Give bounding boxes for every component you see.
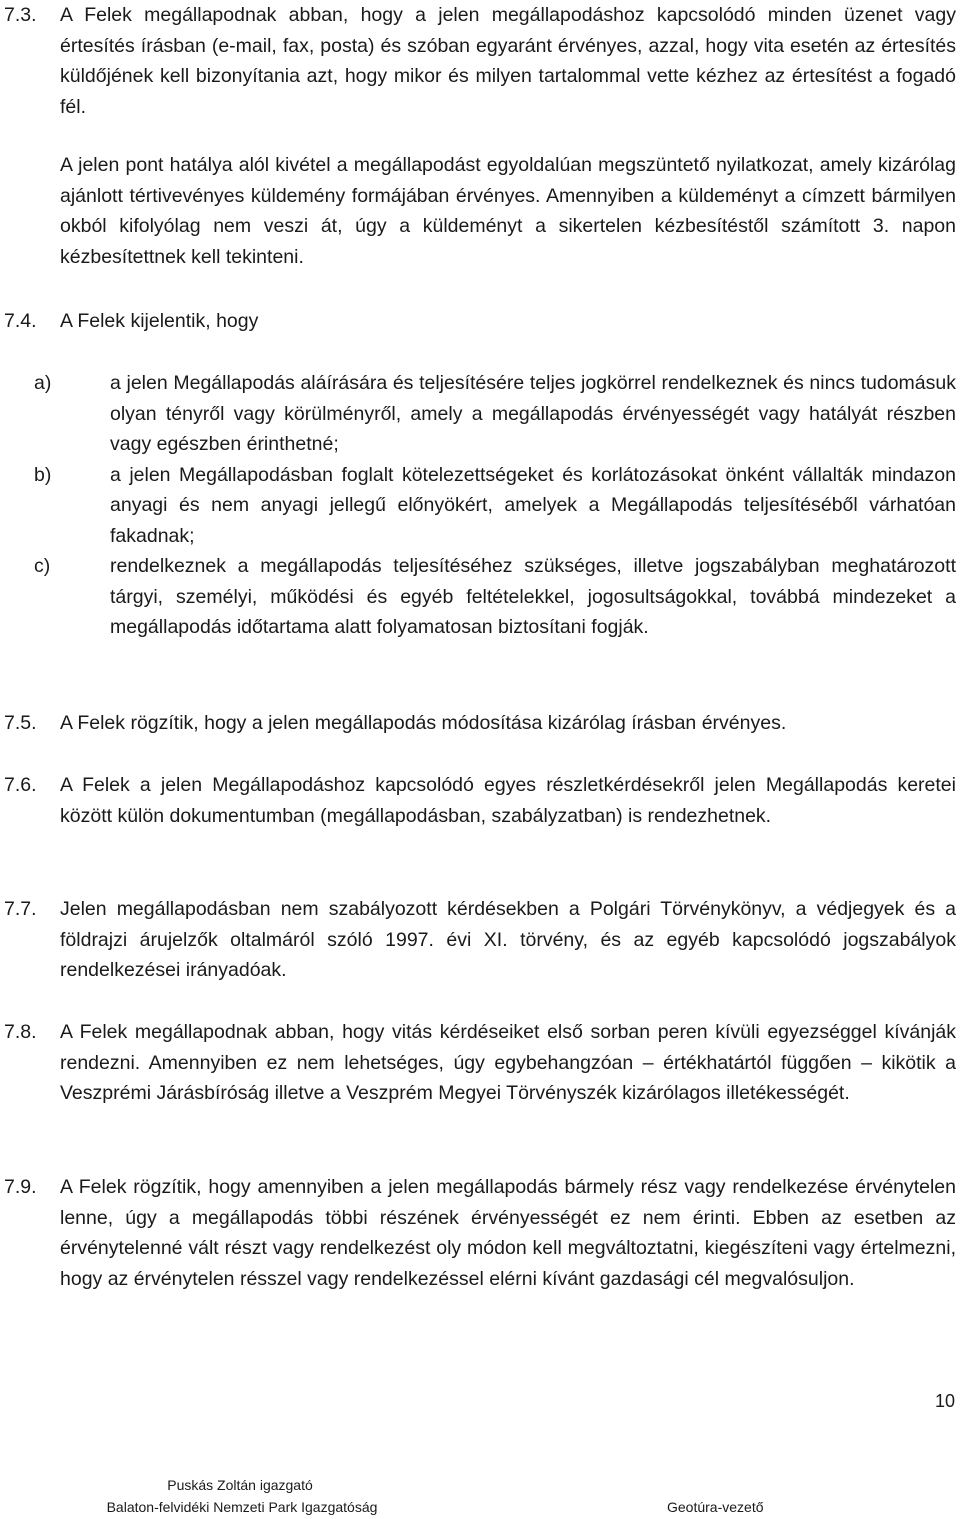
footer-role: Geotúra-vezető: [667, 1499, 764, 1515]
section-text: A Felek megállapodnak abban, hogy vitás kérdéseiket első sorban peren kívüli egyezséggel kívánják rendezni. Amennyiben ez nem lehetséges, úgy egybehangzóan – értékhatártól függően – kikötik a Veszprémi Járásbíróság illetve a Veszprém Megyei Törvényszék kizárólagos illetékességét.: [60, 1021, 956, 1104]
footer-organization: Balaton-felvidéki Nemzeti Park Igazgatóság: [106, 1499, 378, 1515]
list-item: [34, 368, 956, 460]
section-number: 7.9.: [4, 1176, 37, 1198]
footer-signatory-name: Puskás Zoltán igazgató: [167, 1477, 313, 1493]
section-number: 7.5.: [4, 712, 37, 734]
section-number: 7.6.: [4, 774, 37, 796]
page-number: 10: [934, 1391, 955, 1411]
section-text: A Felek kijelentik, hogy: [60, 310, 259, 332]
section-number: 7.4.: [4, 310, 37, 332]
section-7-4: [4, 306, 956, 337]
section-text: Jelen megállapodásban nem szabályozott kérdésekben a Polgári Törvénykönyv, a védjegyek és a földrajzi árujelzők oltalmáról szóló 1997. évi XI. törvény, és az egyéb kapcsolódó jogszabályok rendelkezései irányadóak.: [60, 898, 956, 981]
list-item-text: rendelkeznek a megállapodás teljesítéséhez szükséges, illetve jogszabályban meghatározott tárgyi, személyi, működési és egyéb feltételekkel, jogosultságokkal, továbbá mindezeket a megállapodás időtartama alatt folyamatosan biztosítani fogják.: [110, 555, 956, 638]
section-text: A Felek megállapodnak abban, hogy a jelen megállapodáshoz kapcsolódó minden üzenet vagy értesítés írásban (e-mail, fax, posta) és szóban egyaránt érvényes, azzal, hogy vita esetén az értesítés küldőjének kell bizonyítania azt, hogy mikor és milyen tartalommal vette kézhez az értesítést a fogadó fél.: [60, 4, 956, 118]
section-number: 7.7.: [4, 898, 37, 920]
list-item-label: c): [34, 555, 51, 577]
list-item-label: b): [34, 463, 52, 486]
section-7-7: [4, 894, 956, 986]
section-7-9: [4, 1172, 956, 1294]
section-7-5: [4, 708, 956, 739]
section-text: A Felek a jelen Megállapodáshoz kapcsolódó egyes részletkérdésekről jelen Megállapodás keretei között külön dokumentumban (megállapodásban, szabályzatban) is rendezhetnek.: [60, 774, 956, 827]
section-7-3-paragraph-2: A jelen pont hatálya alól kivétel a megállapodást egyoldalúan megszüntető nyilatkozat, amely kizárólag ajánlott tértivevényes küldemény formájában érvényes. Amennyiben a küldeményt a címzett bármilyen okból kifolyólag nem veszi át, úgy a küldeményt a sikertelen kézbesítéstől számított 3. napon kézbesítettnek kell tekinteni.: [60, 154, 956, 268]
section-7-6: [4, 770, 956, 831]
section-7-8: [4, 1017, 956, 1109]
list-item: [34, 551, 956, 643]
section-text: A Felek rögzítik, hogy amennyiben a jelen megállapodás bármely rész vagy rendelkezése érvénytelen lenne, úgy a megállapodás többi részének érvényességét ez nem érinti. Ebben az esetben az érvénytelenné vált részt vagy rendelkezést oly módon kell megváltoztatni, kiegészíteni vagy értelmezni, hogy az érvénytelen résszel vagy rendelkezéssel elérni kívánt gazdasági cél megvalósuljon.: [60, 1176, 956, 1290]
section-7-3: [4, 0, 956, 122]
section-text: A Felek rögzítik, hogy a jelen megállapodás módosítása kizárólag írásban érvényes.: [60, 712, 787, 734]
list-item-label: a): [34, 372, 52, 394]
section-number: 7.8.: [4, 1021, 37, 1043]
section-number: 7.3.: [4, 4, 37, 26]
list-item-text: a jelen Megállapodásban foglalt kötelezettségeket és korlátozásokat önként vállalták mindazon anyagi és nem anyagi jellegű előnyökért, amelyek a Megállapodás teljesítéséből várhatóan fakadnak;: [110, 463, 956, 547]
list-item: [34, 460, 956, 552]
list-item-text: a jelen Megállapodás aláírására és teljesítésére teljes jogkörrel rendelkeznek és nincs tudomásuk olyan tényről vagy körülményről, amely a megállapodás érvényességét vagy hatályát részben vagy egészben érinthetné;: [110, 372, 956, 455]
declaration-list: [34, 368, 956, 643]
